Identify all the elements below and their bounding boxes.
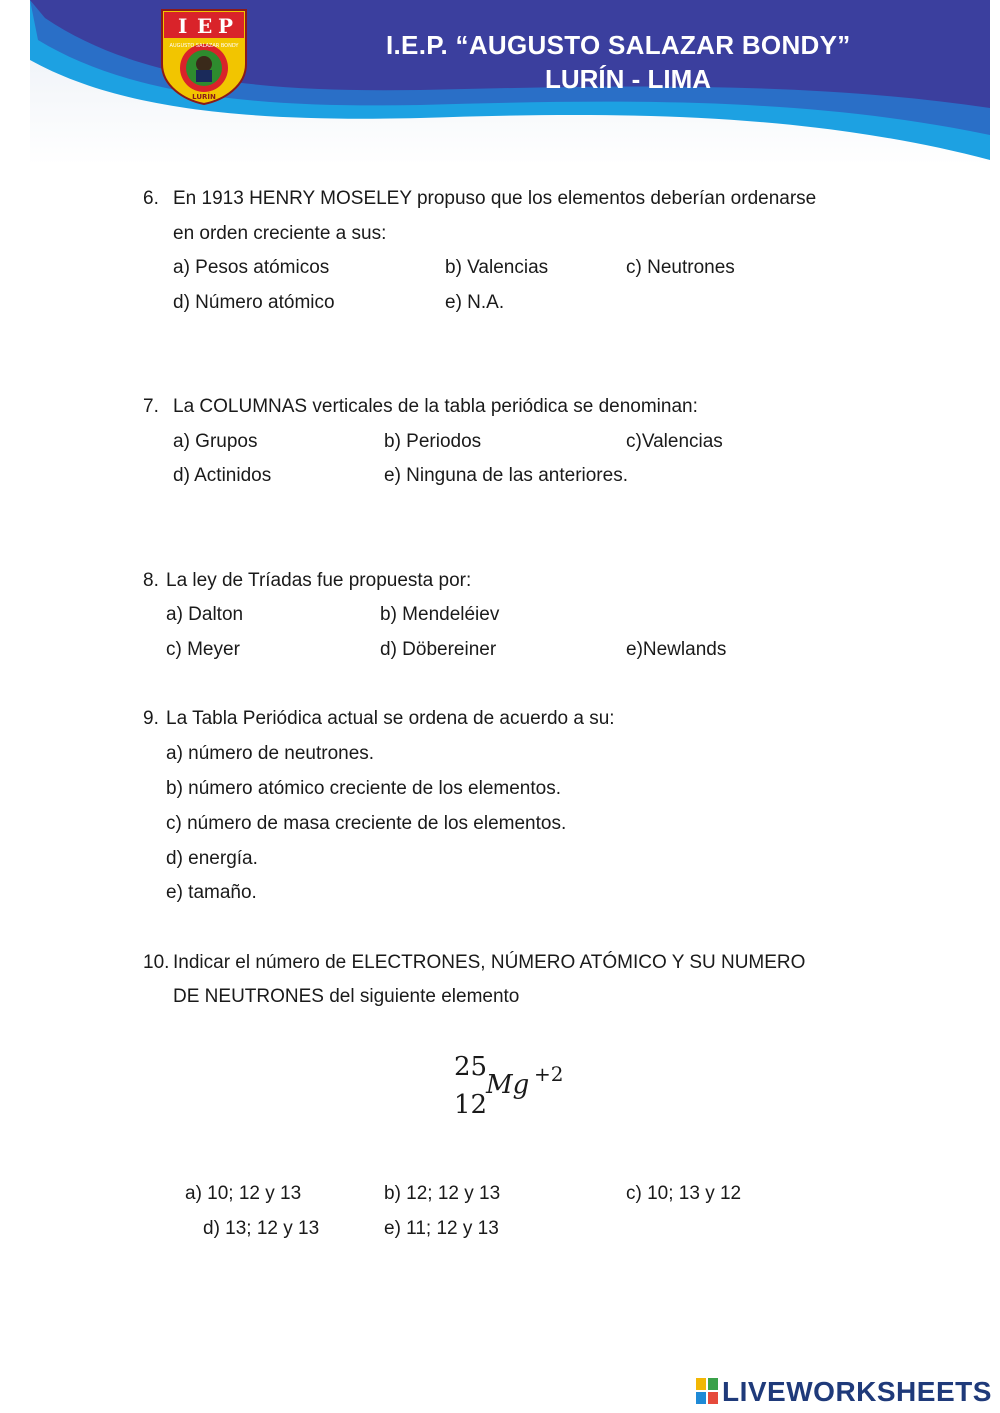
question-text: En 1913 HENRY MOSELEY propuso que los elementos deberían ordenarse: [173, 188, 817, 209]
option-c[interactable]: c)Valencias: [626, 431, 723, 452]
question-number: 6.: [143, 188, 159, 209]
option-a[interactable]: a) 10; 12 y 13: [185, 1183, 302, 1204]
option-d[interactable]: d) Döbereiner: [380, 639, 497, 660]
question-number: 7.: [143, 396, 159, 417]
option-b[interactable]: b) Valencias: [445, 257, 549, 278]
logo-letter-i: I: [178, 14, 188, 38]
question-text: La Tabla Periódica actual se ordena de acuerdo a su:: [166, 708, 615, 729]
option-e[interactable]: e) 11; 12 y 13: [384, 1218, 499, 1239]
option-a[interactable]: a) Grupos: [173, 431, 258, 452]
question-text: en orden creciente a sus:: [173, 223, 387, 244]
option-d[interactable]: d) 13; 12 y 13: [203, 1218, 320, 1239]
ion-charge: +2: [534, 1062, 564, 1086]
mass-number: 25: [454, 1052, 488, 1082]
question-number: 8.: [143, 570, 159, 591]
logo-letter-p: P: [218, 14, 234, 38]
option-e[interactable]: e) Ninguna de las anteriores.: [384, 465, 628, 486]
atomic-number: 12: [454, 1090, 488, 1120]
option-a[interactable]: a) número de neutrones.: [166, 743, 375, 764]
question-text: La ley de Tríadas fue propuesta por:: [166, 570, 472, 591]
liveworksheets-logo-icon: [696, 1378, 720, 1404]
option-c[interactable]: c) 10; 13 y 12: [626, 1183, 742, 1204]
question-number: 9.: [143, 708, 159, 729]
question-number: 10.: [143, 952, 170, 973]
header-band: [0, 0, 1000, 170]
option-b[interactable]: b) 12; 12 y 13: [384, 1183, 501, 1204]
option-e[interactable]: e)Newlands: [626, 639, 727, 660]
liveworksheets-brand: LIVEWORKSHEETS: [722, 1376, 992, 1407]
option-b[interactable]: b) Periodos: [384, 431, 482, 452]
logo-ribbon-text: AUGUSTO SALAZAR BONDY: [169, 43, 239, 49]
logo-bottom-text: LURÍN: [192, 93, 216, 101]
question-text: Indicar el número de ELECTRONES, NÚMERO ATÓMICO Y SU NUMERO: [173, 952, 806, 973]
question-text: DE NEUTRONES del siguiente elemento: [173, 986, 520, 1007]
option-c[interactable]: c) Neutrones: [626, 257, 735, 278]
school-crest-logo: [158, 6, 250, 106]
school-name: I.E.P. “AUGUSTO SALAZAR BONDY”: [386, 30, 851, 60]
option-d[interactable]: d) energía.: [166, 848, 258, 869]
option-d[interactable]: d) Actinidos: [173, 465, 272, 486]
option-b[interactable]: b) Mendeléiev: [380, 604, 500, 625]
question-text: La COLUMNAS verticales de la tabla periódica se denominan:: [173, 396, 698, 417]
option-d[interactable]: d) Número atómico: [173, 292, 335, 313]
option-a[interactable]: a) Dalton: [166, 604, 244, 625]
option-c[interactable]: c) Meyer: [166, 639, 240, 660]
option-c[interactable]: c) número de masa creciente de los elementos.: [166, 813, 567, 834]
logo-letter-e: E: [197, 14, 213, 38]
school-city: LURÍN - LIMA: [545, 64, 712, 94]
option-b[interactable]: b) número atómico creciente de los elementos.: [166, 778, 561, 799]
option-a[interactable]: a) Pesos atómicos: [173, 257, 330, 278]
option-e[interactable]: e) tamaño.: [166, 882, 257, 903]
element-symbol: Mg: [486, 1070, 530, 1100]
option-e[interactable]: e) N.A.: [445, 292, 505, 313]
